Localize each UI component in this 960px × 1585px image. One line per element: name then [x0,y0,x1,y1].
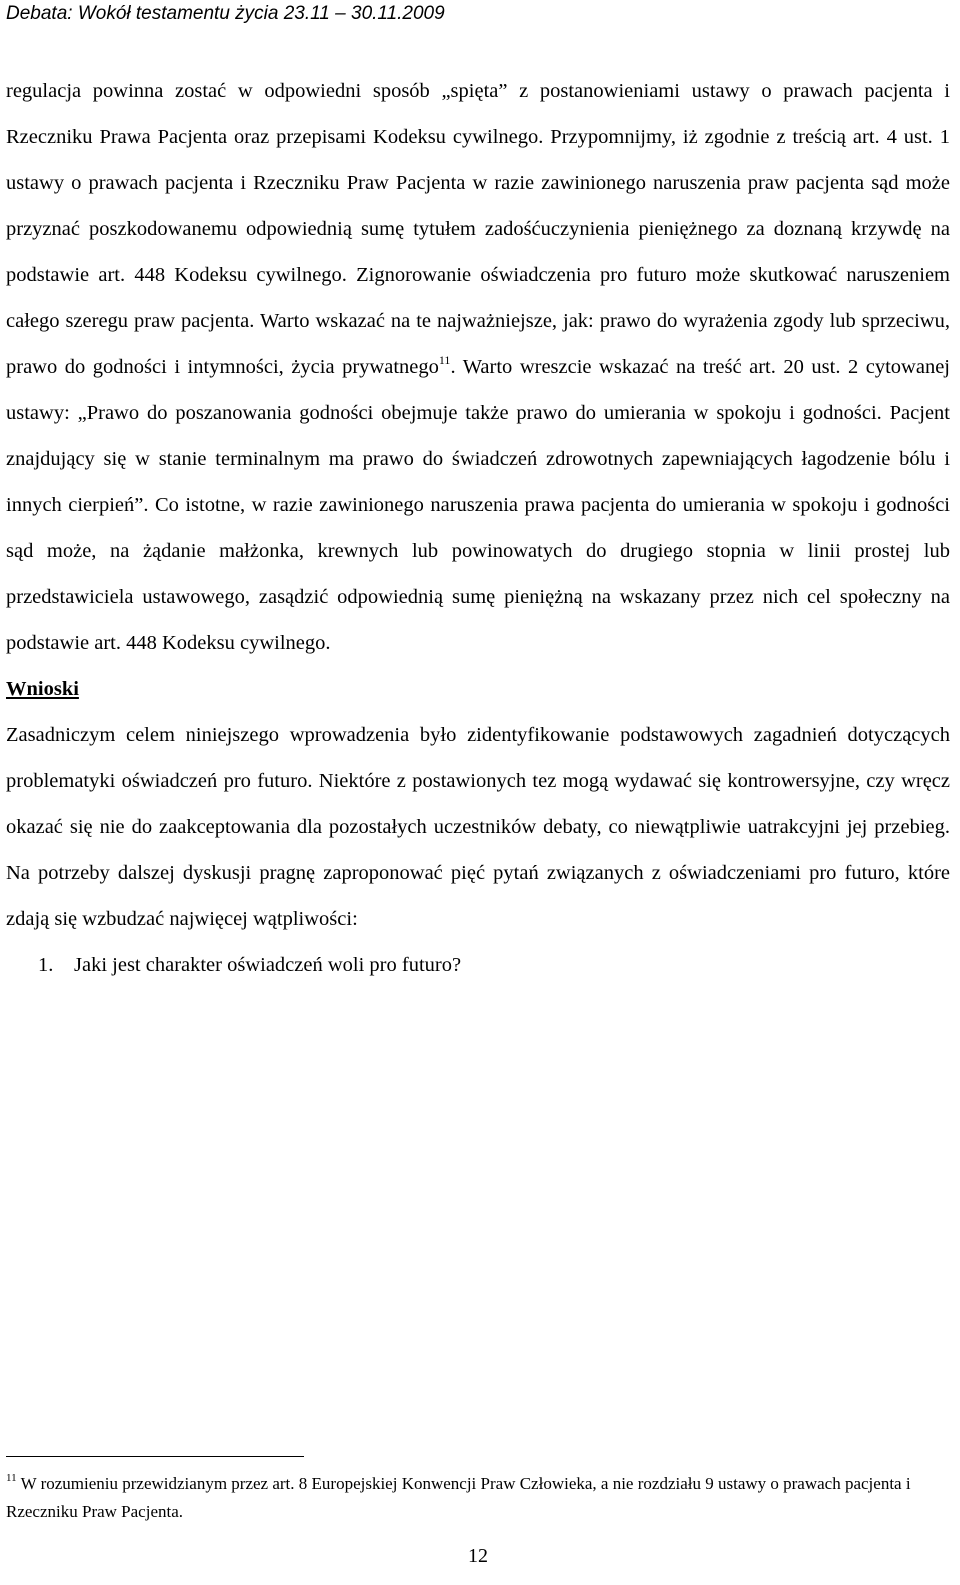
footnote [6,1470,950,1526]
list-item-text: Jaki jest charakter oświadczeń woli pro futuro? [74,954,462,976]
list-item-number: 1. [38,954,54,976]
paragraph-conclusions: Zasadniczym celem niniejszego wprowadzenia było zidentyfikowanie podstawowych zagadnień dotyczących problematyki oświadczeń pro futuro. Niektóre z postawionych tez mogą wydawać się kontrowersyjne, czy wręcz okazać się nie do zaakceptowania dla pozostałych uczestników debaty, co niewątpliwie uatrakcyjni jej przebieg. Na potrzeby dalszej dyskusji pragnę zaproponować pięć pytań związanych z oświadczeniami pro futuro, które zdają się wzbudzać najwięcej wątpliwości: [6,724,950,930]
paragraph-patient-rights [6,68,950,666]
footnote-number: 11 [6,1472,17,1485]
section-heading-wnioski: Wnioski [6,678,79,700]
body-text [6,68,950,988]
document-page [6,0,950,1585]
footnote-text: W rozumieniu przewidzianym przez art. 8 Europejskiej Konwencji Praw Człowieka, a nie rozdziału 9 ustawy o prawach pacjenta i Rzeczniku Praw Pacjenta. [6,1474,911,1521]
list-item [6,942,950,988]
questions-list [6,942,950,988]
paragraph-text-part-2: . Warto wreszcie wskazać na treść art. 20 ust. 2 cytowanej ustawy: „Prawo do poszanowania godności obejmuje także prawo do umierania w spokoju i godności. Pacjent znajdujący się w stanie terminalnym ma prawo do świadczeń zdrowotnych zapewniających łagodzenie bólu i innych cierpień”. Co istotne, w razie zawinionego naruszenia prawa pacjenta do umierania w spokoju i godności sąd może, na żądanie małżonka, krewnych lub powinowatych do drugiego stopnia w linii prostej lub przedstawiciela ustawowego, zasądzić odpowiednią sumę pieniężną na wskazany przez nich cel społeczny na podstawie art. 448 Kodeksu cywilnego. [6,356,951,654]
paragraph-text-part-1: regulacja powinna zostać w odpowiedni sposób „spięta” z postanowieniami ustawy o prawach pacjenta i Rzeczniku Prawa Pacjenta oraz przepisami Kodeksu cywilnego. Przypomnijmy, iż zgodnie z treścią art. 4 ust. 1 ustawy o prawach pacjenta i Rzeczniku Praw Pacjenta w razie zawinionego naruszenia praw pacjenta sąd może przyznać poszkodowanemu odpowiednią sumę tytułem zadośćuczynienia pieniężnego za doznaną krzywdę na podstawie art. 448 Kodeksu cywilnego. Zignorowanie oświadczenia pro futuro może skutkować naruszeniem całego szeregu praw pacjenta. Warto wskazać na te najważniejsze, jak: prawo do wyrażenia zgody lub sprzeciwu, prawo do godności i intymności, życia prywatnego [6,80,950,378]
running-header: Debata: Wokół testamentu życia 23.11 – 30.11.2009 [6,3,445,24]
footnote-reference[interactable]: 11 [438,353,451,368]
footnote-separator [6,1456,304,1457]
page-number: 12 [468,1545,488,1567]
